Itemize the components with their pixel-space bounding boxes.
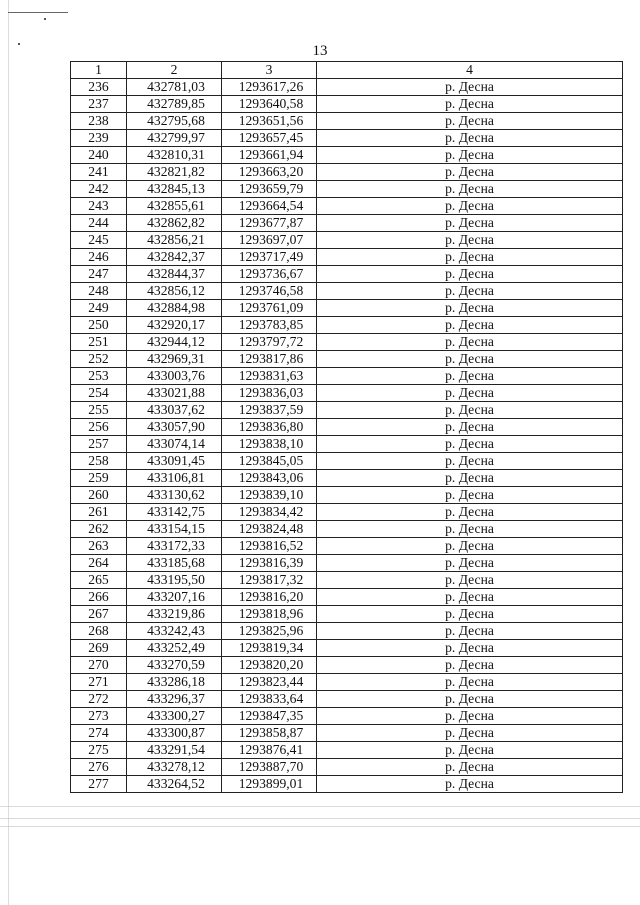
coordinate-y-cell: 1293663,20 [222,164,317,181]
coordinate-x-cell: 433130,62 [127,487,222,504]
coordinate-y-cell: 1293876,41 [222,742,317,759]
object-description-cell: р. Десна [317,725,623,742]
point-number-cell: 255 [71,402,127,419]
object-description-cell: р. Десна [317,215,623,232]
point-number-cell: 273 [71,708,127,725]
table-row [71,691,623,708]
point-number-cell: 265 [71,572,127,589]
coordinate-y-cell: 1293831,63 [222,368,317,385]
table-row [71,266,623,283]
object-description-cell: р. Десна [317,776,623,793]
table-row [71,759,623,776]
coordinate-x-cell: 432795,68 [127,113,222,130]
table-row [71,130,623,147]
coordinate-y-cell: 1293836,80 [222,419,317,436]
coordinate-y-cell: 1293837,59 [222,402,317,419]
table-row [71,300,623,317]
coordinate-x-cell: 433142,75 [127,504,222,521]
coordinate-x-cell: 432944,12 [127,334,222,351]
point-number-cell: 262 [71,521,127,538]
object-description-cell: р. Десна [317,317,623,334]
object-description-cell: р. Десна [317,351,623,368]
object-description-cell: р. Десна [317,283,623,300]
object-description-cell: р. Десна [317,708,623,725]
coordinate-x-cell: 432856,21 [127,232,222,249]
object-description-cell: р. Десна [317,385,623,402]
table-row [71,606,623,623]
coordinate-y-cell: 1293834,42 [222,504,317,521]
coordinate-x-cell: 432842,37 [127,249,222,266]
coordinate-y-cell: 1293661,94 [222,147,317,164]
object-description-cell: р. Десна [317,249,623,266]
coordinate-x-cell: 432884,98 [127,300,222,317]
scan-top-mark [8,12,68,13]
coordinate-y-cell: 1293833,64 [222,691,317,708]
coordinate-y-cell: 1293640,58 [222,96,317,113]
coordinate-y-cell: 1293836,03 [222,385,317,402]
object-description-cell: р. Десна [317,300,623,317]
point-number-cell: 244 [71,215,127,232]
object-description-cell: р. Десна [317,572,623,589]
coordinate-x-cell: 433300,87 [127,725,222,742]
coordinate-y-cell: 1293746,58 [222,283,317,300]
point-number-cell: 264 [71,555,127,572]
table-row [71,657,623,674]
coordinate-x-cell: 433091,45 [127,453,222,470]
point-number-cell: 236 [71,79,127,96]
coordinate-y-cell: 1293825,96 [222,623,317,640]
object-description-cell: р. Десна [317,232,623,249]
scan-speck [44,18,46,20]
table-row [71,453,623,470]
object-description-cell: р. Десна [317,266,623,283]
coordinate-y-cell: 1293887,70 [222,759,317,776]
coordinate-x-cell: 432810,31 [127,147,222,164]
point-number-cell: 277 [71,776,127,793]
point-number-cell: 246 [71,249,127,266]
object-description-cell: р. Десна [317,487,623,504]
coordinate-y-cell: 1293717,49 [222,249,317,266]
coordinate-x-cell: 433021,88 [127,385,222,402]
coordinate-y-cell: 1293697,07 [222,232,317,249]
table-row [71,249,623,266]
object-description-cell: р. Десна [317,623,623,640]
table-row [71,147,623,164]
coordinate-x-cell: 433270,59 [127,657,222,674]
point-number-cell: 245 [71,232,127,249]
page-number: 13 [312,43,328,59]
point-number-cell: 253 [71,368,127,385]
column-header-4: 4 [317,62,623,79]
table-row [71,113,623,130]
coordinate-x-cell: 432969,31 [127,351,222,368]
coordinate-y-cell: 1293677,87 [222,215,317,232]
object-description-cell: р. Десна [317,164,623,181]
coordinate-x-cell: 432856,12 [127,283,222,300]
table-row [71,385,623,402]
table-row [71,317,623,334]
coordinate-x-cell: 433154,15 [127,521,222,538]
point-number-cell: 276 [71,759,127,776]
point-number-cell: 250 [71,317,127,334]
table-row [71,470,623,487]
table-row [71,538,623,555]
coordinate-y-cell: 1293761,09 [222,300,317,317]
table-row [71,368,623,385]
object-description-cell: р. Десна [317,657,623,674]
coordinate-x-cell: 433207,16 [127,589,222,606]
point-number-cell: 269 [71,640,127,657]
table-body [71,79,623,793]
coordinate-y-cell: 1293736,67 [222,266,317,283]
point-number-cell: 240 [71,147,127,164]
table-row [71,436,623,453]
coordinate-x-cell: 433003,76 [127,368,222,385]
coordinate-y-cell: 1293651,56 [222,113,317,130]
column-header-2: 2 [127,62,222,79]
point-number-cell: 260 [71,487,127,504]
coordinate-y-cell: 1293847,35 [222,708,317,725]
table-row [71,232,623,249]
coordinate-x-cell: 433242,43 [127,623,222,640]
coordinate-x-cell: 433172,33 [127,538,222,555]
point-number-cell: 257 [71,436,127,453]
table-row [71,504,623,521]
point-number-cell: 238 [71,113,127,130]
coordinate-x-cell: 432781,03 [127,79,222,96]
coordinate-x-cell: 433185,68 [127,555,222,572]
table-row [71,351,623,368]
table-row [71,334,623,351]
coordinate-y-cell: 1293824,48 [222,521,317,538]
table-row [71,521,623,538]
coordinate-x-cell: 432789,85 [127,96,222,113]
table-row [71,742,623,759]
table-row [71,589,623,606]
point-number-cell: 237 [71,96,127,113]
point-number-cell: 258 [71,453,127,470]
point-number-cell: 266 [71,589,127,606]
point-number-cell: 268 [71,623,127,640]
object-description-cell: р. Десна [317,198,623,215]
object-description-cell: р. Десна [317,113,623,130]
coordinate-x-cell: 433252,49 [127,640,222,657]
point-number-cell: 242 [71,181,127,198]
coordinate-y-cell: 1293820,20 [222,657,317,674]
point-number-cell: 239 [71,130,127,147]
coordinate-x-cell: 432920,17 [127,317,222,334]
table-row [71,419,623,436]
object-description-cell: р. Десна [317,691,623,708]
object-description-cell: р. Десна [317,538,623,555]
coordinate-x-cell: 432821,82 [127,164,222,181]
object-description-cell: р. Десна [317,674,623,691]
table-row [71,674,623,691]
coordinate-x-cell: 432862,82 [127,215,222,232]
coordinate-y-cell: 1293659,79 [222,181,317,198]
coordinate-y-cell: 1293819,34 [222,640,317,657]
coordinate-y-cell: 1293839,10 [222,487,317,504]
coordinate-y-cell: 1293816,52 [222,538,317,555]
table-row [71,198,623,215]
coordinate-x-cell: 433286,18 [127,674,222,691]
coordinate-y-cell: 1293843,06 [222,470,317,487]
table-row [71,96,623,113]
coordinate-x-cell: 433296,37 [127,691,222,708]
point-number-cell: 243 [71,198,127,215]
object-description-cell: р. Десна [317,589,623,606]
coordinates-table [70,61,623,793]
coordinate-x-cell: 433264,52 [127,776,222,793]
object-description-cell: р. Десна [317,79,623,96]
table-row [71,181,623,198]
object-description-cell: р. Десна [317,470,623,487]
coordinate-y-cell: 1293816,20 [222,589,317,606]
coordinate-x-cell: 433106,81 [127,470,222,487]
table-row [71,708,623,725]
point-number-cell: 272 [71,691,127,708]
point-number-cell: 267 [71,606,127,623]
object-description-cell: р. Десна [317,96,623,113]
coordinate-y-cell: 1293797,72 [222,334,317,351]
coordinate-x-cell: 432845,13 [127,181,222,198]
point-number-cell: 261 [71,504,127,521]
point-number-cell: 275 [71,742,127,759]
table-row [71,79,623,96]
table-row [71,283,623,300]
coordinate-x-cell: 433037,62 [127,402,222,419]
coordinate-y-cell: 1293845,05 [222,453,317,470]
object-description-cell: р. Десна [317,130,623,147]
point-number-cell: 254 [71,385,127,402]
coordinate-y-cell: 1293858,87 [222,725,317,742]
table-row [71,725,623,742]
coordinate-x-cell: 433195,50 [127,572,222,589]
coordinate-y-cell: 1293617,26 [222,79,317,96]
point-number-cell: 247 [71,266,127,283]
coordinate-x-cell: 433057,90 [127,419,222,436]
point-number-cell: 263 [71,538,127,555]
coordinate-y-cell: 1293783,85 [222,317,317,334]
object-description-cell: р. Десна [317,334,623,351]
table-row [71,555,623,572]
coordinate-y-cell: 1293816,39 [222,555,317,572]
coordinate-y-cell: 1293899,01 [222,776,317,793]
coordinate-y-cell: 1293817,86 [222,351,317,368]
point-number-cell: 241 [71,164,127,181]
object-description-cell: р. Десна [317,436,623,453]
table-row [71,572,623,589]
coordinate-y-cell: 1293817,32 [222,572,317,589]
object-description-cell: р. Десна [317,453,623,470]
table-row [71,215,623,232]
coordinate-y-cell: 1293657,45 [222,130,317,147]
object-description-cell: р. Десна [317,402,623,419]
point-number-cell: 259 [71,470,127,487]
object-description-cell: р. Десна [317,521,623,538]
object-description-cell: р. Десна [317,606,623,623]
point-number-cell: 251 [71,334,127,351]
object-description-cell: р. Десна [317,419,623,436]
point-number-cell: 252 [71,351,127,368]
scan-artifact-line [0,818,640,819]
object-description-cell: р. Десна [317,640,623,657]
scan-page-edge [8,0,9,905]
table-row [71,640,623,657]
coordinate-x-cell: 433291,54 [127,742,222,759]
coordinate-y-cell: 1293838,10 [222,436,317,453]
table-row [71,776,623,793]
coordinate-x-cell: 433219,86 [127,606,222,623]
object-description-cell: р. Десна [317,742,623,759]
point-number-cell: 270 [71,657,127,674]
point-number-cell: 249 [71,300,127,317]
object-description-cell: р. Десна [317,759,623,776]
coordinate-y-cell: 1293818,96 [222,606,317,623]
object-description-cell: р. Десна [317,147,623,164]
column-header-1: 1 [71,62,127,79]
table-row [71,623,623,640]
point-number-cell: 274 [71,725,127,742]
table-row [71,487,623,504]
scan-artifact-line [0,806,640,807]
point-number-cell: 256 [71,419,127,436]
table-row [71,402,623,419]
coordinate-x-cell: 433074,14 [127,436,222,453]
coordinates-table-container [70,61,622,793]
object-description-cell: р. Десна [317,555,623,572]
table-header-row [71,62,623,79]
column-header-3: 3 [222,62,317,79]
point-number-cell: 271 [71,674,127,691]
coordinate-x-cell: 432844,37 [127,266,222,283]
table-row [71,164,623,181]
coordinate-y-cell: 1293664,54 [222,198,317,215]
coordinate-x-cell: 433278,12 [127,759,222,776]
object-description-cell: р. Десна [317,368,623,385]
coordinate-x-cell: 432799,97 [127,130,222,147]
object-description-cell: р. Десна [317,181,623,198]
point-number-cell: 248 [71,283,127,300]
coordinate-x-cell: 432855,61 [127,198,222,215]
object-description-cell: р. Десна [317,504,623,521]
scan-artifact-line [0,826,640,827]
coordinate-x-cell: 433300,27 [127,708,222,725]
coordinate-y-cell: 1293823,44 [222,674,317,691]
